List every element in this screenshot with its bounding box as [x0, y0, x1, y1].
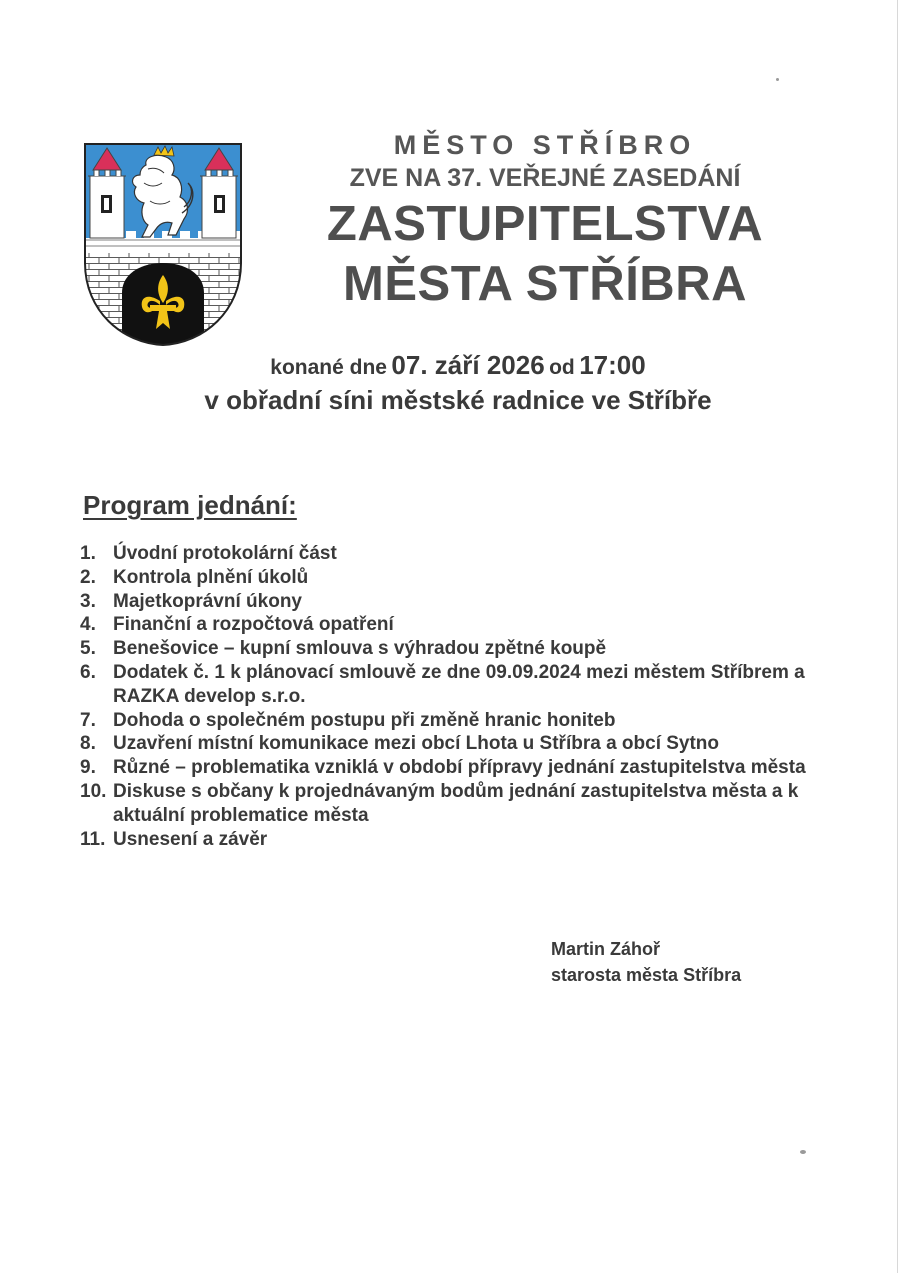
- city-coat-of-arms-icon: [84, 143, 242, 346]
- signatory-role: starosta města Stříbra: [551, 965, 742, 985]
- agenda-item-text: Kontrola plnění úkolů: [113, 566, 309, 588]
- agenda-item-text: Uzavření místní komunikace mezi obcí Lhota u Stříbra a obcí Sytno: [113, 733, 720, 755]
- agenda-item: [80, 542, 840, 566]
- scan-edge: [897, 0, 898, 1273]
- meeting-location: v obřadní síni městské radnice ve Stříbře: [204, 385, 712, 415]
- agenda-item-number: 9.: [80, 757, 96, 779]
- scan-speck: [776, 78, 779, 81]
- city-name: MĚSTO STŘÍBRO: [393, 130, 697, 160]
- agenda-item-text: Dohoda o společném postupu při změně hranic honiteb: [113, 709, 616, 731]
- signature-block: [551, 936, 741, 988]
- agenda-item-number: 5.: [80, 638, 96, 660]
- date-prefix: konané dne: [270, 356, 387, 379]
- title-line-2: MĚSTA STŘÍBRA: [343, 257, 747, 311]
- agenda-item-text: Různé – problematika vzniklá v období přípravy jednání zastupitelstva města: [113, 757, 806, 779]
- agenda-list: [80, 542, 840, 851]
- agenda-item-number: 1.: [80, 543, 96, 564]
- agenda-item-number: 6.: [80, 661, 96, 683]
- agenda-item-number: 10.: [80, 780, 107, 802]
- agenda-item: [80, 661, 840, 709]
- meeting-datetime: [0, 350, 900, 381]
- agenda-item: [80, 756, 840, 780]
- agenda-item-text: Finanční a rozpočtová opatření: [113, 614, 394, 636]
- agenda-item-text: Dodatek č. 1 k plánovací smlouvě ze dne 09.09.2024 mezi městem Stříbrem a RAZKA develop s.r.o.: [113, 661, 805, 707]
- agenda-item-number: 4.: [80, 614, 96, 636]
- invitation-line: ZVE NA 37. VEŘEJNÉ ZASEDÁNÍ: [349, 164, 741, 192]
- agenda-item-text: Benešovice – kupní smlouva s výhradou zpětné koupě: [113, 638, 607, 660]
- agenda-item: [80, 709, 840, 733]
- program-title: Program jednání:: [83, 490, 297, 520]
- title-line-1: ZASTUPITELSTVA: [326, 197, 764, 251]
- time-prefix: od: [549, 356, 575, 379]
- agenda-item: [80, 732, 840, 756]
- agenda-item-number: 8.: [80, 733, 96, 755]
- scan-speck: [800, 1150, 806, 1154]
- agenda-item-text: Úvodní protokolární část: [113, 543, 337, 564]
- agenda-item-number: 2.: [80, 566, 96, 588]
- agenda-item: [80, 780, 840, 828]
- meeting-date: 07. září 2026: [391, 350, 545, 380]
- agenda-item: [80, 566, 840, 590]
- agenda-item: [80, 828, 840, 852]
- signatory-name: Martin Záhoř: [551, 939, 661, 959]
- agenda-item: [80, 613, 840, 637]
- agenda-item-text: Majetkoprávní úkony: [113, 590, 302, 612]
- agenda-item-text: Usnesení a závěr: [113, 828, 268, 850]
- agenda-item: [80, 637, 840, 661]
- agenda-item-text: Diskuse s občany k projednávaným bodům jednání zastupitelstva města a k aktuální problematice města: [113, 780, 799, 826]
- invitation-header: [300, 128, 790, 314]
- agenda-item: [80, 590, 840, 614]
- meeting-time: 17:00: [579, 350, 646, 380]
- agenda-item-number: 7.: [80, 709, 96, 731]
- agenda-item-number: 11.: [80, 828, 106, 850]
- agenda-item-number: 3.: [80, 590, 96, 612]
